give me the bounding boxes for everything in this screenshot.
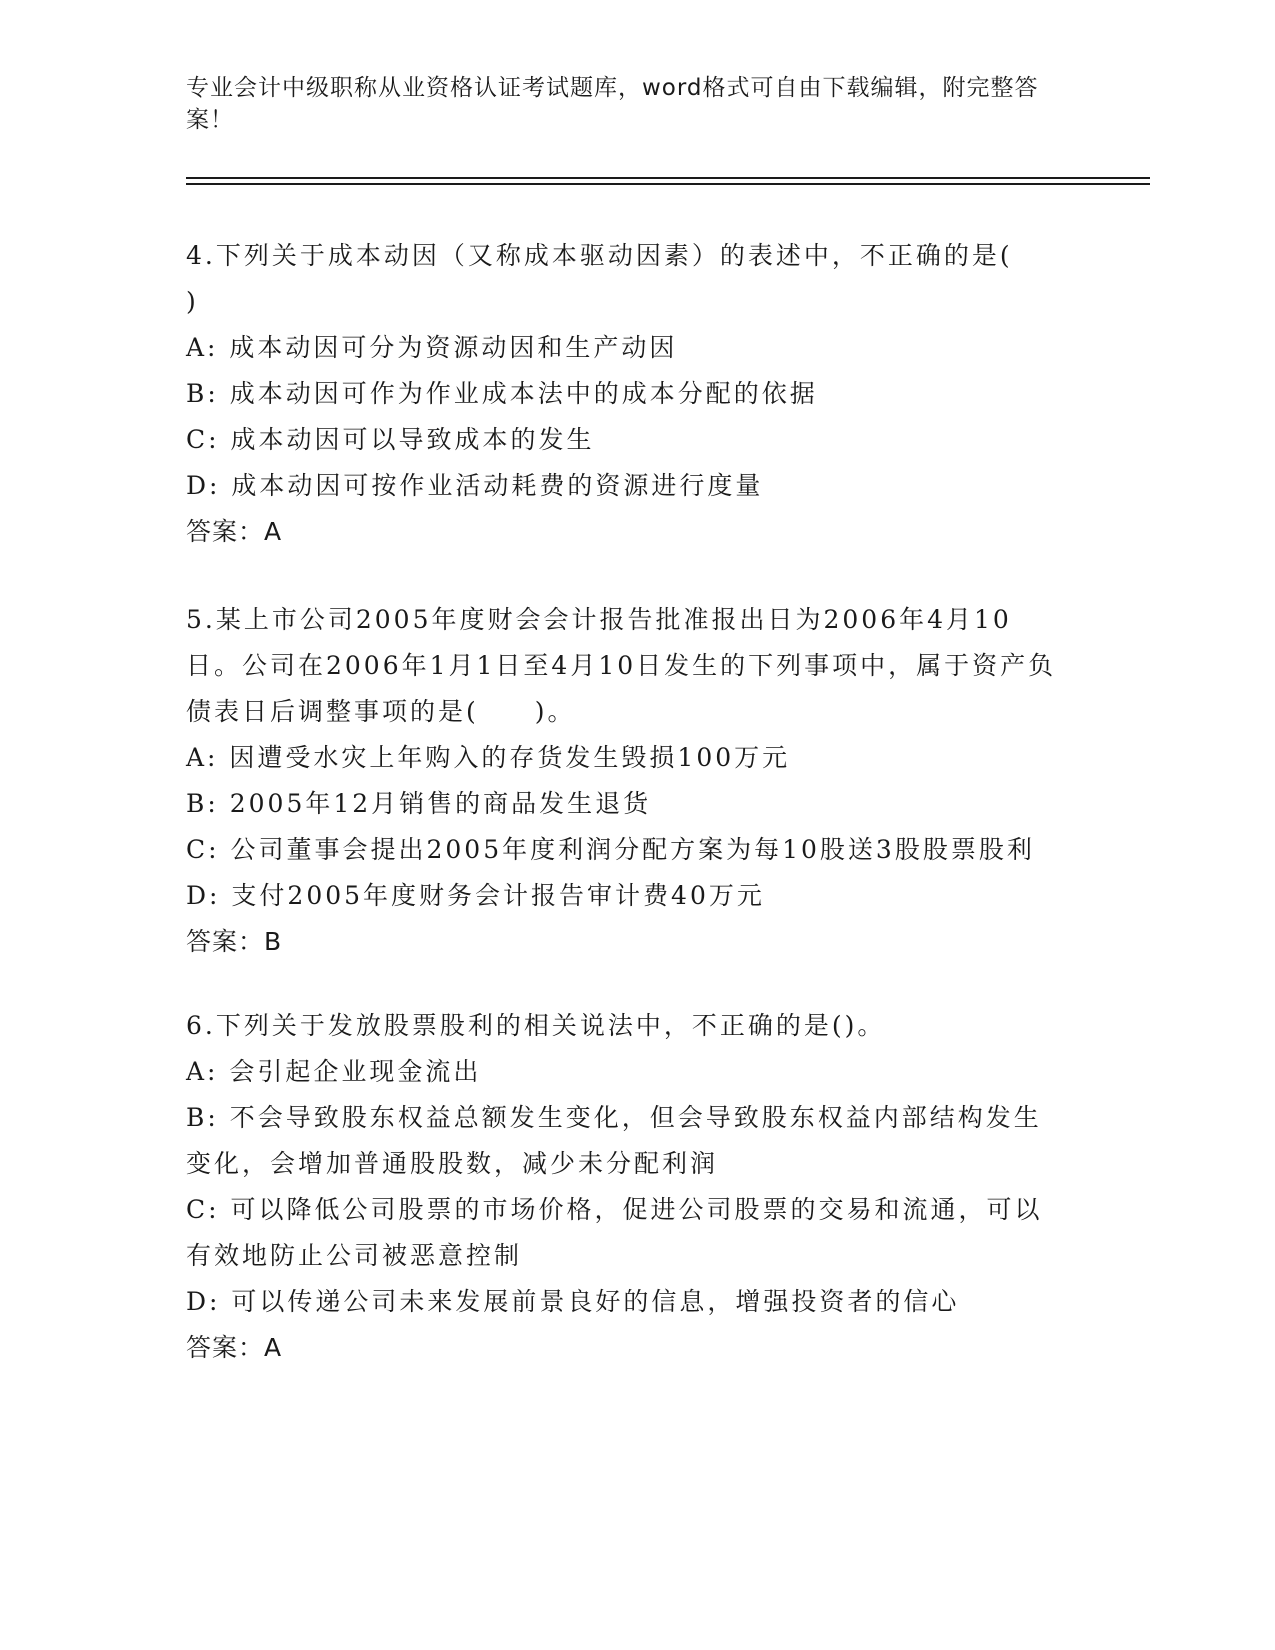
question-4 <box>186 233 1066 555</box>
answer: 答案：A <box>186 517 283 546</box>
option-c: C: 可以降低公司股票的市场价格，促进公司股票的交易和流通，可以有效地防止公司被恶意控制 <box>186 1195 1043 1270</box>
question-5 <box>186 597 1066 965</box>
option-d: D: 支付2005年度财务会计报告审计费40万元 <box>186 881 765 910</box>
answer: 答案：B <box>186 927 283 956</box>
answer: 答案：A <box>186 1333 283 1362</box>
header-divider-bottom <box>186 183 1150 185</box>
option-a: A: 成本动因可分为资源动因和生产动因 <box>186 333 678 362</box>
question-6 <box>186 1003 1066 1371</box>
option-d: D: 成本动因可按作业活动耗费的资源进行度量 <box>186 471 764 500</box>
option-b: B: 不会导致股东权益总额发生变化，但会导致股东权益内部结构发生变化，会增加普通股股数，减少未分配利润 <box>186 1103 1042 1178</box>
option-c: C: 公司董事会提出2005年度利润分配方案为每10股送3股股票股利 <box>186 835 1035 864</box>
header-note: 专业会计中级职称从业资格认证考试题库，word格式可自由下载编辑，附完整答案！ <box>186 75 1039 133</box>
option-a: A: 会引起企业现金流出 <box>186 1057 482 1086</box>
option-b: B: 2005年12月销售的商品发生退货 <box>186 789 652 818</box>
option-a: A: 因遭受水灾上年购入的存货发生毁损100万元 <box>186 743 791 772</box>
option-c: C: 成本动因可以导致成本的发生 <box>186 425 595 454</box>
header-divider-top <box>186 177 1150 179</box>
question-stem: 6.下列关于发放股票股利的相关说法中，不正确的是()。 <box>186 1011 886 1040</box>
question-stem: 4.下列关于成本动因（又称成本驱动因素）的表述中，不正确的是( ) <box>186 241 1057 316</box>
option-b: B: 成本动因可作为作业成本法中的成本分配的依据 <box>186 379 818 408</box>
question-stem: 5.某上市公司2005年度财会会计报告批准报出日为2006年4月10日。公司在2006年1月1日至4月10日发生的下列事项中，属于资产负债表日后调整事项的是( )。 <box>186 605 1057 726</box>
option-d: D: 可以传递公司未来发展前景良好的信息，增强投资者的信心 <box>186 1287 960 1316</box>
